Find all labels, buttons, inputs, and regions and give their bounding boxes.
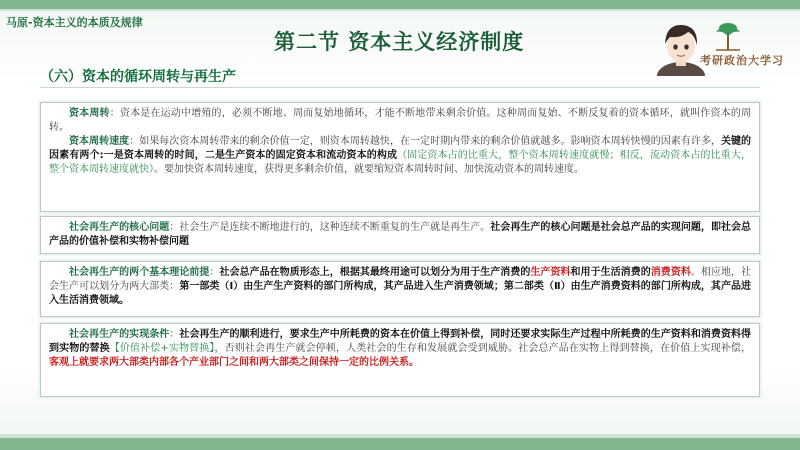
term-label: 资本周转速度 <box>69 136 130 147</box>
text-segment: 。要加快资本周转速度，获得更多剩余价值，就要缩短资本周转时间、加快流动资本的周转速度。 <box>154 164 584 175</box>
card-reproduction-core-problem <box>40 216 760 254</box>
text-segment: 【价值补偿+实物替换】 <box>109 343 215 354</box>
section-heading: （六）资本的循环周转与再生产 <box>40 69 236 85</box>
text-segment: ：如果每次资本周转带来的剩余价值一定，则资本周转越快，在一定时期内带来的剩余价值就越多。影响资本周转快慢的因素有许多， <box>129 136 721 147</box>
card-paragraph <box>49 135 751 177</box>
bottom-decor-bar <box>0 438 800 450</box>
card-paragraph <box>49 221 751 249</box>
text-segment: 消费资料 <box>650 267 691 278</box>
text-segment: ： <box>209 267 220 278</box>
card-paragraph <box>49 107 751 135</box>
text-segment: ： <box>169 329 180 340</box>
text-segment: 社会再生产的顺利进行，要求生产中所耗费的资本在价值上得到补偿，同时还要求实际生产过程中所耗费的生产资料和消费资料得到实物的替换 <box>49 329 752 354</box>
term-label: 社会再生产的实现条件 <box>69 329 170 340</box>
breadcrumb: 马原-资本主义的本质及规律 <box>6 16 143 29</box>
top-decor-line <box>0 9 800 11</box>
text-segment: ：社会生产是连续不断地进行的，这种连续不断重复的生产就是再生产。 <box>169 222 491 233</box>
term-label: 社会再生产的两个基本理论前提 <box>69 267 210 278</box>
text-segment: 关键的因素有两个:一是资本周转的时间，二是生产资本的固定资本和流动资本的构成 <box>49 136 752 161</box>
card-reproduction-conditions <box>40 323 760 397</box>
page-title: 第二节 资本主义经济制度 <box>274 29 525 54</box>
text-segment: 。相应地，社会生产可以划分为两大部类： <box>49 267 752 292</box>
section-divider <box>40 87 760 88</box>
text-segment: 和用于生活消费的 <box>570 267 651 278</box>
text-segment: 社会再生产的核心问题是社会总产品的实现问题，即社会总产品的价值补偿和实物补偿问题 <box>49 222 752 247</box>
logo-text: 考研政治大学习 <box>700 54 784 67</box>
tree-logo-icon <box>706 20 776 54</box>
text-segment: ：资本是在运动中增殖的，必须不断地、周而复始地循环，才能不断地带来剩余价值。这种周而复始、不断反复着的资本循环，就叫作资本的周转。 <box>49 108 752 133</box>
text-segment: ，否则社会再生产就会停顿，人类社会的生存和发展就会受到威胁。社会总产品在实物上得到替换，在价值上实现补偿， <box>214 343 752 354</box>
term-label: 社会再生产的核心问题 <box>69 222 170 233</box>
text-segment: 生产资料 <box>530 267 571 278</box>
card-reproduction-premises <box>40 261 760 317</box>
text-segment: 客观上就要求两大部类内部各个产业部门之间和两大部类之间保持一定的比例关系。 <box>49 357 419 368</box>
card-capital-turnover <box>40 102 760 212</box>
top-decor-bar <box>0 0 800 9</box>
text-segment: 第一部类（Ⅰ）由生产生产资料的部门所构成，其产品进入生产消费领域；第二部类（Ⅱ）由生产消费资料的部门所构成，其产品进入生活消费领域。 <box>49 281 752 306</box>
text-segment: 社会总产品在物质形态上，根据其最终用途可以划分为用于生产消费的 <box>219 267 531 278</box>
card-paragraph <box>49 266 751 308</box>
term-label: 资本周转 <box>69 108 110 119</box>
card-paragraph <box>49 328 751 370</box>
text-segment: （固定资本占的比重大，整个资本周转速度就慢；相反，流动资本占的比重大，整个资本周转速度就快） <box>49 150 752 175</box>
